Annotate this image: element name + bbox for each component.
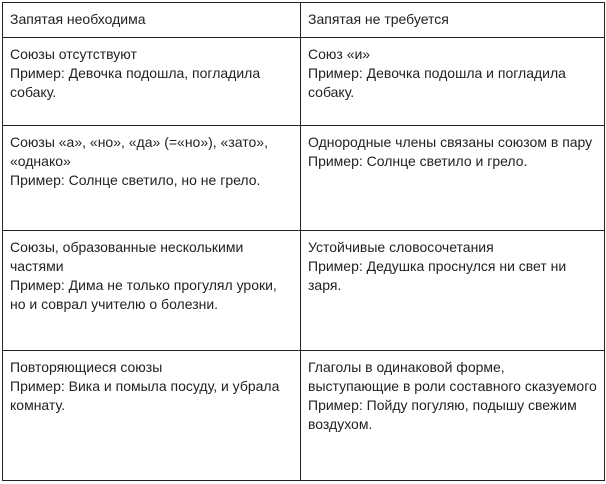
table-row [3, 126, 605, 231]
cell-comma-not-required [301, 231, 605, 351]
header-comma-not-required: Запятая не требуется [301, 3, 605, 38]
table-row [3, 231, 605, 351]
rule-text: Союз «и» [308, 46, 371, 62]
table-row [3, 351, 605, 481]
example-text: Пример: Дима не только прогулял уроки, но и соврал учителю о болезни. [10, 277, 277, 312]
cell-comma-not-required [301, 126, 605, 231]
table-row [3, 38, 605, 126]
cell-comma-required [3, 38, 301, 126]
cell-comma-required [3, 351, 301, 481]
example-text: Пример: Дедушка проснулся ни свет ни заря. [308, 258, 567, 293]
comma-rules-table [2, 2, 605, 481]
cell-comma-not-required [301, 351, 605, 481]
cell-comma-required [3, 231, 301, 351]
rule-text: Глаголы в одинаковой форме, выступающие в роли составного сказуемого [308, 359, 597, 394]
rule-text: Союзы «а», «но», «да» (=«но»), «зато», «однако» [10, 134, 268, 169]
rule-text: Однородные члены связаны союзом в пару [308, 134, 593, 150]
rule-text: Союзы отсутствуют [10, 46, 137, 62]
example-text: Пример: Солнце светило и грело. [308, 153, 528, 169]
example-text: Пример: Девочка подошла, погладила собаку. [10, 65, 261, 100]
cell-comma-not-required [301, 38, 605, 126]
rule-text: Устойчивые словосочетания [308, 239, 494, 255]
example-text: Пример: Вика и помыла посуду, и убрала комнату. [10, 378, 280, 413]
cell-comma-required [3, 126, 301, 231]
example-text: Пример: Солнце светило, но не грело. [10, 172, 261, 188]
example-text: Пример: Девочка подошла и погладила собаку. [308, 65, 566, 100]
rule-text: Повторяющиеся союзы [10, 359, 163, 375]
rule-text: Союзы, образованные несколькими частями [10, 239, 244, 274]
example-text: Пример: Пойду погуляю, подышу свежим воздухом. [308, 397, 577, 432]
header-comma-required: Запятая необходима [3, 3, 301, 38]
table-header-row [3, 3, 605, 38]
